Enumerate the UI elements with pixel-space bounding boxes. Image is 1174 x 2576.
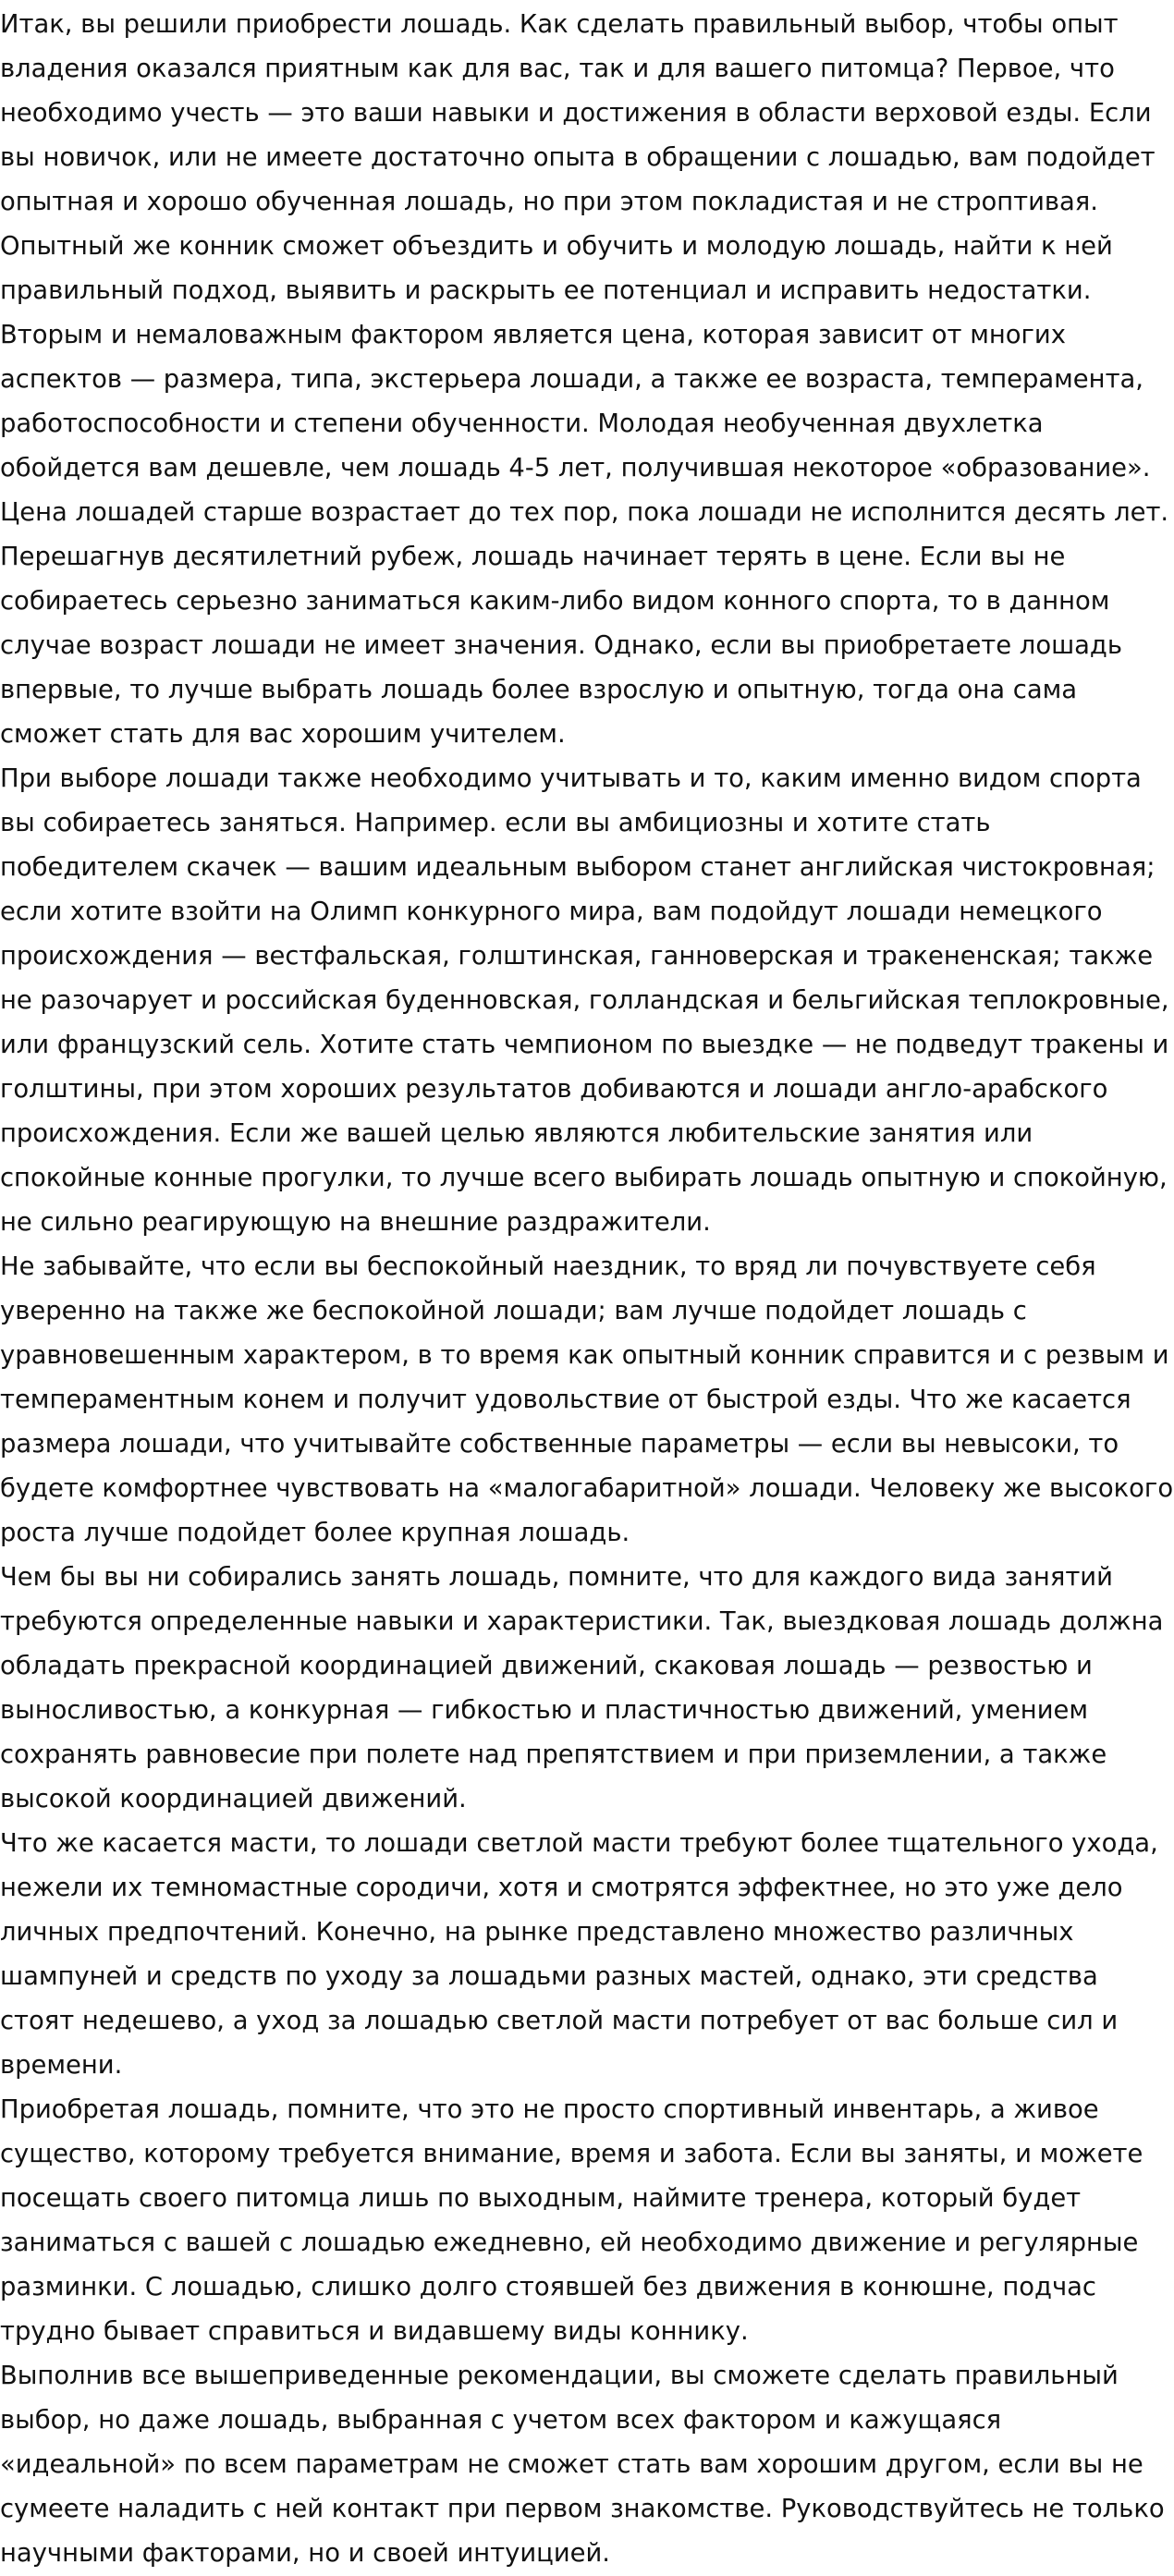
- paragraph-skills-per-discipline: Чем бы вы ни собирались занять лошадь, помните, что для каждого вида занятий требуются определенные навыки и характеристики. Так, выездковая лошадь должна обладать прекрасной координацией движений, скаковая лошадь — резвостью и выносливостью, а конкурная — гибкостью и пластичностью движений, умением сохранять равновесие при полете над препятствием и при приземлении, а также высокой координацией движений.: [0, 1563, 1164, 1813]
- paragraph-conclusion: Выполнив все вышеприведенные рекомендации, вы сможете сделать правильный выбор, но даже лошадь, выбранная с учетом всех фактором и кажущаяся «идеальной» по всем параметрам не сможет стать вам хорошим другом, если вы не сумеете наладить с ней контакт при первом знакомстве. Руководствуйтесь не только научными факторами, но и своей интуицией.: [0, 2362, 1165, 2568]
- paragraph-temperament-and-size: Не забывайте, что если вы беспокойный наездник, то вряд ли почувствуете себя уверенно на также же беспокойной лошади; вам лучше подойдет лошадь с уравновешенным характером, в то время как опытный конник справится и с резвым и темпераментным конем и получит удовольствие от быстрой езды. Что же касается размера лошади, что учитывайте собственные параметры — если вы невысоки, то будете комфортнее чувствовать на «малогабаритной» лошади. Человеку же высокого роста лучше подойдет более крупная лошадь.: [0, 1252, 1174, 1547]
- paragraph-care-and-time: Приобретая лошадь, помните, что это не просто спортивный инвентарь, а живое существо, которому требуется внимание, время и забота. Если вы заняты, и можете посещать своего питомца лишь по выходным, наймите тренера, который будет заниматься с вашей с лошадью ежедневно, ей необходимо движение и регулярные разминки. С лошадью, слишко долго стоявшей без движения в конюшне, подчас трудно бывает справиться и видавшему виды коннику.: [0, 2095, 1143, 2346]
- paragraph-sport-type: При выборе лошади также необходимо учитывать и то, каким именно видом спорта вы собираетесь заняться. Например. если вы амбициозны и хотите стать победителем скачек — вашим идеальным выбором станет английская чистокровная; если хотите взойти на Олимп конкурного мира, вам подойдут лошади немецкого происхождения — вестфальская, голштинская, ганноверская и тракененская; также не разочарует и российская буденновская, голландская и бельгийская теплокровные, или французский сель. Хотите стать чемпионом по выездке — не подведут тракены и голштины, при этом хороших результатов добиваются и лошади англо-арабского происхождения. Если же вашей целью являются любительские занятия или спокойные конные прогулки, то лучше всего выбирать лошадь опытную и спокойную, не сильно реагирующую на внешние раздражители.: [0, 764, 1169, 1237]
- paragraph-coat-color: Что же касается масти, то лошади светлой масти требуют более тщательного ухода, нежели их темномастные сородичи, хотя и смотрятся эффектнее, но это уже дело личных предпочтений. Конечно, на рынке представлено множество различных шампуней и средств по уходу за лошадьми разных мастей, однако, эти средства стоят недешево, а уход за лошадью светлой масти потребует от вас больше сил и времени.: [0, 1829, 1158, 2080]
- paragraph-experience-and-price: Итак, вы решили приобрести лошадь. Как сделать правильный выбор, чтобы опыт владения оказался приятным как для вас, так и для вашего питомца? Первое, что необходимо учесть — это ваши навыки и достижения в области верховой езды. Если вы новичок, или не имеете достаточно опыта в обращении с лошадью, вам подойдет опытная и хорошо обученная лошадь, но при этом покладистая и не строптивая. Опытный же конник сможет объездить и обучить и молодую лошадь, найти к ней правильный подход, выявить и раскрыть ее потенциал и исправить недостатки. Вторым и немаловажным фактором является цена, которая зависит от многих аспектов — размера, типа, экстерьера лошади, а также ее возраста, темперамента, работоспособности и степени обученности. Молодая необученная двухлетка обойдется вам дешевле, чем лошадь 4-5 лет, получившая некоторое «образование». Цена лошадей старше возрастает до тех пор, пока лошади не исполнится десять лет. Перешагнув десятилетний рубеж, лошадь начинает терять в цене. Если вы не собираетесь серьезно заниматься каким-либо видом конного спорта, то в данном случае возраст лошади не имеет значения. Однако, если вы приобретаете лошадь впервые, то лучше выбрать лошадь более взрослую и опытную, тогда она сама сможет стать для вас хорошим учителем.: [0, 10, 1169, 749]
